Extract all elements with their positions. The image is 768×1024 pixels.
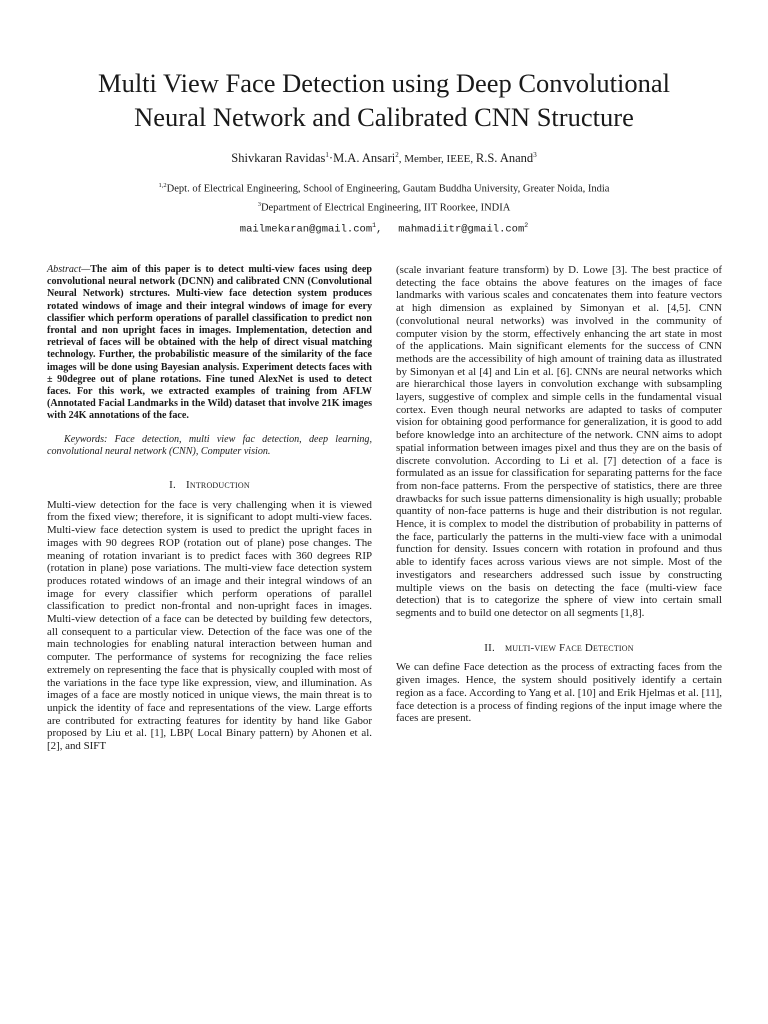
- author-emails: [0, 218, 768, 238]
- title-line-1: Multi View Face Detection using Deep Convolutional: [98, 68, 670, 98]
- section-2-body: We can define Face detection as the process of extracting faces from the given images. Hence, the system should positively identify a certain region as a face. According to Yang et al. [10] and Erik Hjelmas et al. [11], face detection is a process of finding regions of the input image where the faces are present.: [396, 661, 722, 725]
- abstract-lead: Abstract—: [47, 264, 91, 275]
- affiliation-2: [0, 197, 768, 217]
- author-1: Shivkaran Ravidas: [231, 151, 326, 166]
- email-separator: ,: [376, 223, 383, 236]
- email-1-sup: 1: [372, 222, 377, 229]
- affiliation-1-sup: 1,2: [158, 182, 167, 189]
- author-2-sup: 2: [395, 151, 399, 159]
- section-1-heading: [47, 479, 372, 492]
- section-1-title: Introduction: [185, 479, 250, 492]
- affiliation-1: [0, 178, 768, 198]
- section-1-body: Multi-view detection for the face is very challenging when it is viewed from the fixed view; therefore, it is significant to adopt multi-view faces. Multi-view face detection system is used to predict the upright faces in images with 90 degrees ROP (rotation out of plane) pose changes. The meaning of rotation invariant is to predict faces with 360 degrees RIP (rotation in plane) pose variations. The multi-view face detection system produces rotated windows of an image and their integral windows of an image for every classifier which perform operations of parallel classification to predict non-frontal and non-upright faces in images. Multi-view detection of a face can be detected by building few detectors, all consequent to a particular view. Detection of the face was one of the main technologies for enabling natural interaction between human and computer. The performance of systems for recognizing the face relies extremely on representing the face that is physically coupled with most of the variations in the face type like expression, view, and illumination. As images of a face are mostly noticed in unique views, the main threat is to unpick the identity of face and representations of the view. Large efforts are contributed for extracting features for identity by hand like Gabor proposed by Liu et al. [1], LBP( Local Binary pattern) by Ahonen et al. [2], and SIFT: [47, 498, 372, 753]
- abstract: [47, 264, 372, 423]
- section-1-body-continued: (scale invariant feature transform) by D. Lowe [3]. The best practice of detecting the face obtains the above features on the images of face landmarks with various scales and concatenates them into feature vectors at high dimension as explained by Simonyan et al. [4,5]. CNN (convolutional neural networks) was involved in the community of computer vision by the storm, effectively enhancing the art state in most of the applications. Main significant elements for the success of CNN methods are the accessibility of high amount of training data as illustrated by Simonyan et al [4] and Lin et al. [6]. CNNs are neural networks which are hierarchical those layers in convolution exchange with subsampling layers, suggestive of complex and simple cells in the fundamental visual cortex. Even though neural networks are adapted to tasks of computer vision for obtaining good performance for generalization, it is good to add before knowledge into an architecture of the network. CNN aims to adopt spatial information between images pixel and thus they are on the basis of discrete convolution. According to Li et al. [7] detection of a face is formulated as an issue for classification for separating patterns for the face from non-face patterns. From the perspective of statistics, there are three drawbacks for such issue patterns dimensionality is high usually; probable quantity of non-face patterns is huge and their distribution is not regular. Hence, it is complex to model the distribution of probability in patterns of the face, particularly the patterns in the multi-view face with a unimodal function for density. Issues concern with rotation in profound and thus able to identify faces across various views are not simple. Most of the investigators and researchers addressed such issue by constructing multiple views on the basis on detecting the face (multi-view face detection) that is to categorize the sphere of view into certain small segments and to build one detector on all segments [1,8].: [396, 264, 722, 619]
- section-2-heading: [396, 642, 722, 655]
- section-2-number: II.: [484, 641, 495, 654]
- author-list: [0, 146, 768, 168]
- author-2: M.A. Ansari: [333, 151, 396, 166]
- keywords: Keywords: Face detection, multi view fac detection, deep learning, convolutional neural network (CNN), Computer vision.: [47, 433, 372, 457]
- title-line-2: Neural Network and Calibrated CNN Structure: [134, 102, 634, 132]
- affiliation-1-text: Dept. of Electrical Engineering, School of Engineering, Gautam Buddha University, Greater Noida, India: [166, 183, 610, 195]
- author-3-sup: 3: [533, 151, 537, 159]
- affiliation-2-text: Department of Electrical Engineering, IIT Roorkee, INDIA: [260, 202, 511, 214]
- right-column: [396, 264, 722, 725]
- email-2-sup: 2: [524, 222, 529, 229]
- paper-title: [20, 66, 748, 134]
- left-column: [47, 264, 372, 753]
- email-2: mahmadiitr@gmail.com: [398, 223, 525, 236]
- email-1: mailmekaran@gmail.com: [239, 223, 373, 236]
- author-2-membership: , Member, IEEE,: [398, 153, 476, 166]
- section-1-number: I.: [169, 479, 176, 492]
- author-1-sup: 1: [325, 151, 329, 159]
- affiliation-2-sup: 3: [257, 201, 261, 208]
- author-3: R.S. Anand: [475, 151, 534, 166]
- author-separator: ·: [328, 151, 334, 166]
- abstract-text: The aim of this paper is to detect multi-view faces using deep convolutional neural network (DCNN) and calibrated CNN (Convolutional Neural Network) strctures. Multi-view face detection system produces rotated windows of image and their integral windows of image for every classifier which perform operations of parallel classification to predict non frontal and non upright faces in images. Implementation, detection and retrieval of faces will be obtained with the help of direct visual matching technology. Further, the probabilistic measure of the similarity of the face images will be done using Bayesian analysis. Experiment detects faces with ± 90degree out of plane rotations. Fine tuned AlexNet is used to detect faces. For this work, we extracted examples of training from AFLW (Annotated Facial Landmarks in the Wild) dataset that involve 21K images with 24K annotations of the face.: [47, 264, 372, 422]
- section-2-title: multi-view Face Detection: [504, 641, 634, 654]
